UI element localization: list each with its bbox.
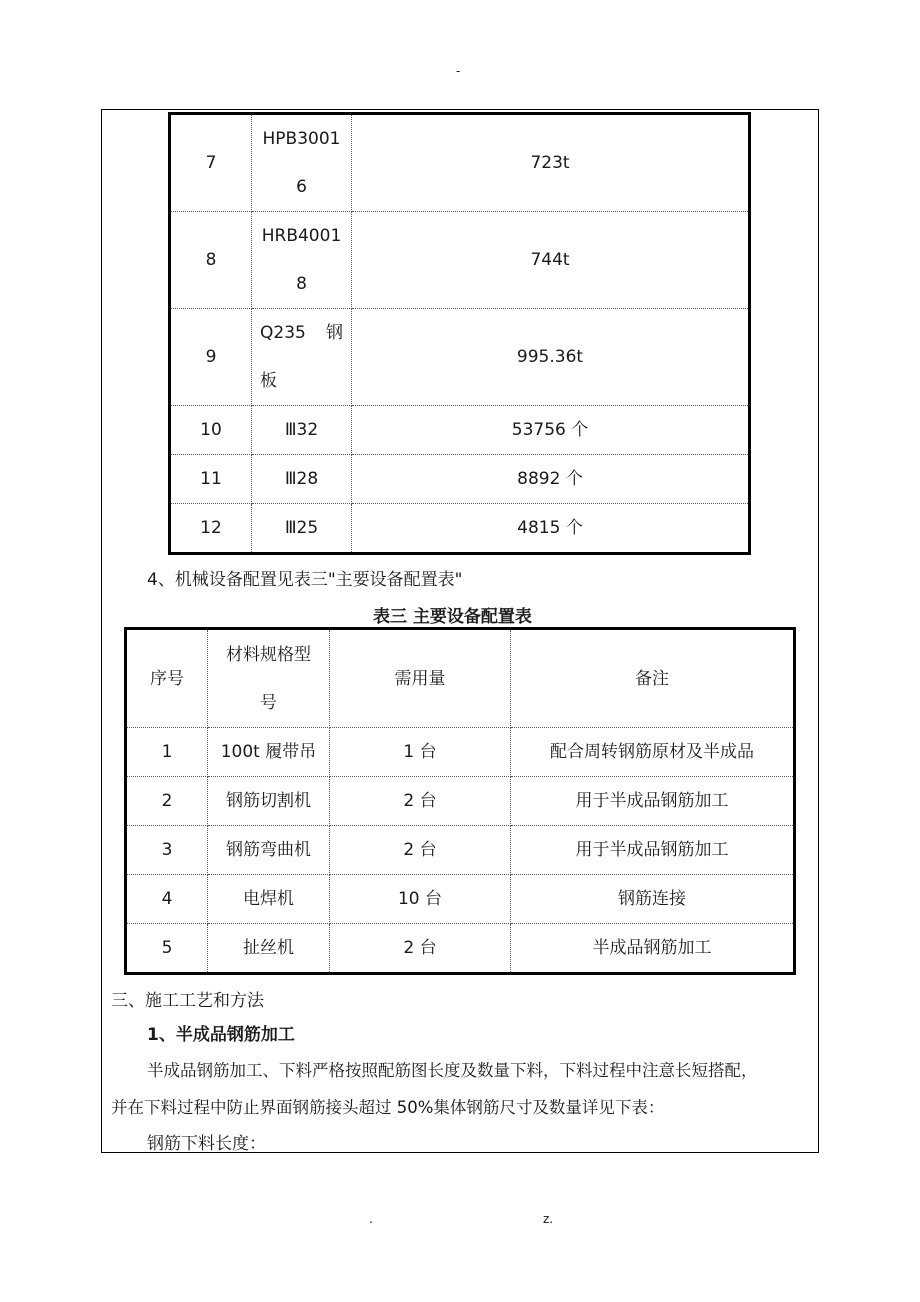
equipment-intro: 4、机械设备配置见表三"主要设备配置表"	[147, 570, 463, 590]
material-table	[168, 112, 751, 555]
row-no: 12	[170, 504, 252, 554]
row-no: 8	[170, 212, 252, 309]
paragraph-line-3: 钢筋下料长度：	[147, 1134, 266, 1154]
footer-right-mark: z.	[543, 1212, 554, 1226]
row-qty: 53756 个	[352, 406, 750, 455]
table-row: 4 电焊机 10 台 钢筋连接	[126, 875, 795, 924]
table-row	[170, 504, 750, 554]
row-no: 9	[170, 309, 252, 406]
table-row: 3 钢筋弯曲机 2 台 用于半成品钢筋加工	[126, 826, 795, 875]
table-row: 2 钢筋切割机 2 台 用于半成品钢筋加工	[126, 777, 795, 826]
equipment-table-title: 表三 主要设备配置表	[373, 607, 532, 627]
table-row	[170, 455, 750, 504]
row-spec: Ⅲ32	[252, 406, 352, 455]
row-qty: 8892 个	[352, 455, 750, 504]
table-header-row	[126, 629, 795, 728]
table-row	[170, 309, 750, 406]
row-qty: 744t	[352, 212, 750, 309]
row-spec: HPB3001 6	[252, 114, 352, 212]
paragraph-line-1: 半成品钢筋加工、下料严格按照配筋图长度及数量下料，下料过程中注意长短搭配，	[147, 1061, 758, 1080]
section-heading: 三、施工工艺和方法	[111, 991, 264, 1011]
row-spec: Ⅲ28	[252, 455, 352, 504]
row-no: 10	[170, 406, 252, 455]
table-row	[170, 212, 750, 309]
row-spec: Ⅲ25	[252, 504, 352, 554]
table-row	[170, 114, 750, 212]
table-row: 1 100t 履带吊 1 台 配合周转钢筋原材及半成品	[126, 728, 795, 777]
header-note: 备注	[511, 629, 795, 728]
header-qty: 需用量	[330, 629, 511, 728]
row-qty: 723t	[352, 114, 750, 212]
equipment-table	[124, 627, 796, 975]
row-qty: 4815 个	[352, 504, 750, 554]
header-no: 序号	[126, 629, 208, 728]
row-no: 7	[170, 114, 252, 212]
row-no: 11	[170, 455, 252, 504]
row-spec: HRB4001 8	[252, 212, 352, 309]
header-mark: -	[456, 64, 461, 78]
section-subheading: 1、半成品钢筋加工	[147, 1025, 295, 1045]
paragraph-line-2: 并在下料过程中防止界面钢筋接头超过 50%集体钢筋尺寸及数量详见下表：	[111, 1098, 665, 1117]
footer-left-mark: .	[369, 1212, 373, 1226]
row-qty: 995.36t	[352, 309, 750, 406]
row-spec: Q235 钢 板	[252, 309, 352, 406]
table-row: 5 扯丝机 2 台 半成品钢筋加工	[126, 924, 795, 974]
table-row	[170, 406, 750, 455]
header-spec: 材料规格型 号	[208, 629, 330, 728]
